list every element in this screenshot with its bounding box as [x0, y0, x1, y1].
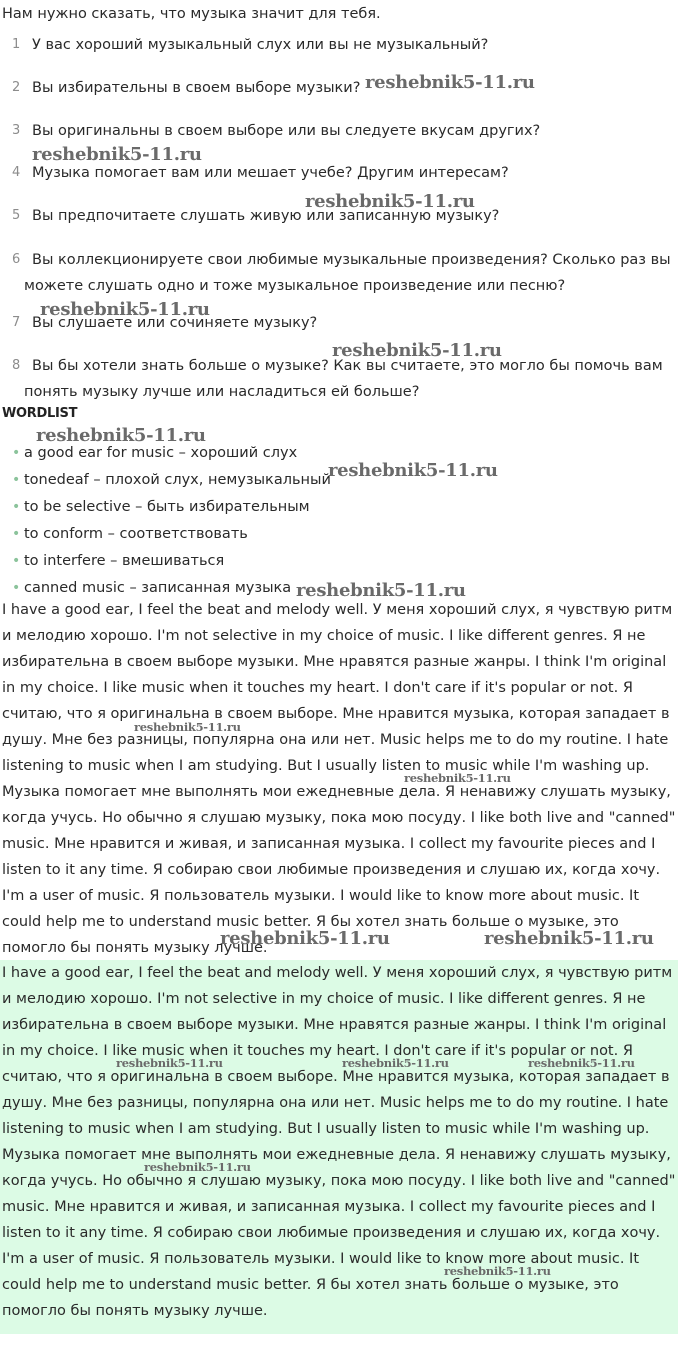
wordlist-item	[0, 521, 331, 548]
watermark: reshebnik5-11.ru	[144, 1160, 251, 1174]
question-text: Вы избирательны в своем выборе музыки?	[32, 80, 361, 96]
wordlist-item-text: a good ear for music – хороший слух	[24, 445, 298, 461]
wordlist-item	[0, 494, 331, 521]
bullet-icon: •	[12, 499, 21, 515]
bullet-icon: •	[12, 445, 21, 461]
watermark: reshebnik5-11.ru	[134, 720, 241, 734]
bullet-icon: •	[12, 580, 21, 596]
bullet-icon: •	[12, 526, 21, 542]
question-number: 3	[12, 123, 21, 138]
wordlist-item-text: to conform – соответствовать	[24, 526, 248, 542]
bullet-icon: •	[12, 472, 21, 488]
wordlist-item-text: to be selective – быть избирательным	[24, 499, 310, 515]
answer-paragraph-highlighted: I have a good ear, I feel the beat and melody well. У меня хороший слух, я чувствую ритм и мелодию хорошо. I'm not selective in my choice of music. I like different genres. Я не избирательна в своем выборе музыки. Мне нравятся разные жанры. I think I'm original in my choice. I like music when it touches my heart. I don't care if it's popular or not. Я считаю, что я оригинальна в своем выборе. Мне нравится музыка, которая западает в душу. Мне без разницы, популярна она или нет. Music helps me to do my routine. I hate listening to music when I am studying. But I usually listen to music while I'm washing up. Музыка помогает мне выполнять мои ежедневные дела. Я ненавижу слушать музыку, когда учусь. Но обычно я слушаю музыку, пока мою посуду. I like both live and "canned" music. Мне нравится и живая, и записанная музыка. I collect my favourite pieces and I listen to it any time. Я собираю свои любимые произведения и слушаю их, когда хочу. I'm a user of music. Я пользователь музыки. I would like to know more about music. It could help me to understand music better. Я бы хотел знать больше о музыке, это помогло бы понять музыку лучше.	[0, 960, 678, 1334]
wordlist-item	[0, 440, 331, 467]
watermark: reshebnik5-11.ru	[528, 1056, 635, 1070]
question-text: Вы оригинальны в своем выборе или вы следуете вкусам других?	[32, 123, 541, 139]
question-number: 8	[12, 358, 21, 373]
question-item	[0, 32, 675, 58]
question-item	[0, 203, 675, 229]
question-number: 2	[12, 80, 21, 95]
watermark: reshebnik5-11.ru	[365, 72, 535, 93]
wordlist-item-text: to interfere – вмешиваться	[24, 553, 225, 569]
wordlist	[0, 440, 331, 602]
watermark: reshebnik5-11.ru	[305, 191, 475, 212]
question-text: Вы бы хотели знать больше о музыке? Как вы считаете, это могло бы помочь вам понять музыку лучше или насладиться ей больше?	[24, 358, 663, 400]
watermark: reshebnik5-11.ru	[328, 460, 498, 481]
question-number: 7	[12, 315, 21, 330]
watermark: reshebnik5-11.ru	[332, 340, 502, 361]
watermark: reshebnik5-11.ru	[36, 425, 206, 446]
wordlist-item-text: tonedeaf – плохой слух, немузыкальный	[24, 472, 331, 488]
question-text: Вы коллекционируете свои любимые музыкальные произведения? Сколько раз вы можете слушать одно и тоже музыкальное произведение или песню?	[24, 252, 671, 294]
watermark: reshebnik5-11.ru	[220, 928, 390, 949]
watermark: reshebnik5-11.ru	[404, 771, 511, 785]
wordlist-heading: WORDLIST	[2, 406, 78, 421]
watermark: reshebnik5-11.ru	[484, 928, 654, 949]
question-number: 4	[12, 165, 21, 180]
watermark: reshebnik5-11.ru	[116, 1056, 223, 1070]
question-item	[0, 160, 675, 186]
question-item	[0, 247, 675, 299]
question-text: Вы слушаете или сочиняете музыку?	[32, 315, 318, 331]
question-item	[0, 353, 675, 405]
question-number: 1	[12, 37, 21, 52]
question-item	[0, 75, 675, 101]
question-text: У вас хороший музыкальный слух или вы не музыкальный?	[32, 37, 489, 53]
question-number: 5	[12, 208, 21, 223]
wordlist-item	[0, 548, 331, 575]
question-item	[0, 310, 675, 336]
bullet-icon: •	[12, 553, 21, 569]
watermark: reshebnik5-11.ru	[444, 1264, 551, 1278]
wordlist-item-text: canned music – записанная музыка	[24, 580, 292, 596]
wordlist-item	[0, 467, 331, 494]
watermark: reshebnik5-11.ru	[296, 580, 466, 601]
watermark: reshebnik5-11.ru	[40, 299, 210, 320]
question-text: Музыка помогает вам или мешает учебе? Другим интересам?	[32, 165, 509, 181]
watermark: reshebnik5-11.ru	[32, 144, 202, 165]
answer-paragraph: I have a good ear, I feel the beat and melody well. У меня хороший слух, я чувствую ритм и мелодию хорошо. I'm not selective in my choice of music. I like different genres. Я не избирательна в своем выборе музыки. Мне нравятся разные жанры. I think I'm original in my choice. I like music when it touches my heart. I don't care if it's popular or not. Я считаю, что я оригинальна в своем выборе. Мне нравится музыка, которая западает в душу. Мне без разницы, популярна она или нет. Music helps me to do my routine. I hate listening to music when I am studying. But I usually listen to music while I'm washing up. Музыка помогает мне выполнять мои ежедневные дела. Я ненавижу слушать музыку, когда учусь. Но обычно я слушаю музыку, пока мою посуду. I like both live and "canned" music. Мне нравится и живая, и записанная музыка. I collect my favourite pieces and I listen to it any time. Я собираю свои любимые произведения и слушаю их, когда хочу. I'm a user of music. Я пользователь музыки. I would like to know more about music. It could help me to understand music better. Я бы хотел знать больше о музыке, это помогло бы понять музыку лучше.	[2, 602, 676, 956]
question-text: Вы предпочитаете слушать живую или записанную музыку?	[32, 208, 500, 224]
question-item	[0, 118, 675, 144]
question-number: 6	[12, 252, 21, 267]
intro-text: Нам нужно сказать, что музыка значит для тебя.	[2, 6, 381, 22]
watermark: reshebnik5-11.ru	[342, 1056, 449, 1070]
